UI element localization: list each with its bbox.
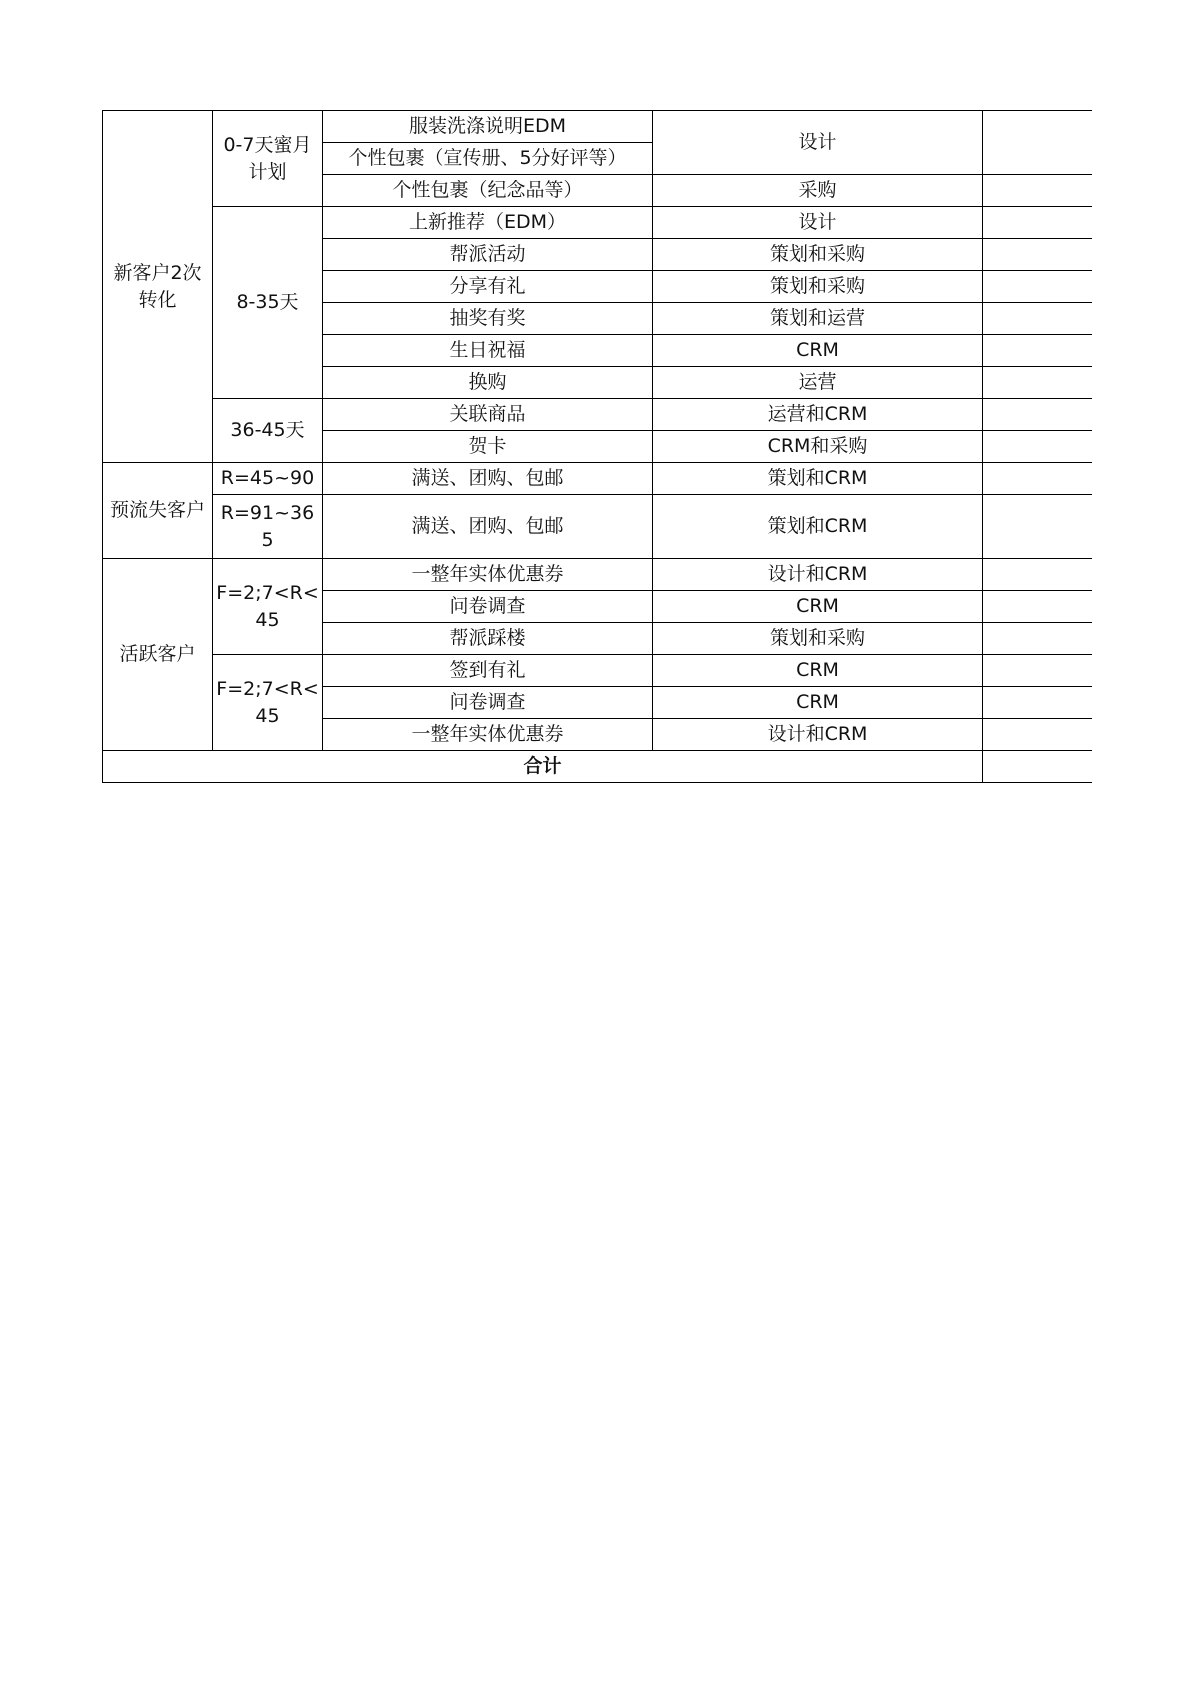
activity-cell: 一整年实体优惠券 (323, 559, 653, 591)
period-cell-r91-365: R=91~365 (213, 495, 323, 559)
amount-cell (983, 399, 1093, 431)
activity-cell: 上新推荐（EDM） (323, 207, 653, 239)
amount-cell (983, 719, 1093, 751)
period-cell-active-a: F=2;7<R<45 (213, 559, 323, 655)
amount-cell (983, 687, 1093, 719)
activity-cell: 一整年实体优惠券 (323, 719, 653, 751)
owner-cell: 运营和CRM (653, 399, 983, 431)
total-row (103, 751, 1093, 783)
amount-cell (983, 335, 1093, 367)
period-cell-8-35: 8-35天 (213, 207, 323, 399)
amount-cell (983, 303, 1093, 335)
owner-cell: 策划和运营 (653, 303, 983, 335)
activity-cell: 贺卡 (323, 431, 653, 463)
period-cell-active-b: F=2;7<R<45 (213, 655, 323, 751)
table-row (103, 463, 1093, 495)
amount-cell (983, 463, 1093, 495)
crm-plan-table (102, 110, 1092, 783)
activity-cell: 抽奖有奖 (323, 303, 653, 335)
total-label: 合计 (103, 751, 983, 783)
activity-cell: 满送、团购、包邮 (323, 495, 653, 559)
group-cell-pre-churn: 预流失客户 (103, 463, 213, 559)
activity-cell: 签到有礼 (323, 655, 653, 687)
activity-cell: 帮派踩楼 (323, 623, 653, 655)
period-cell-0-7: 0-7天蜜月计划 (213, 111, 323, 207)
amount-cell (983, 175, 1093, 207)
activity-cell: 帮派活动 (323, 239, 653, 271)
activity-cell: 个性包裹（纪念品等） (323, 175, 653, 207)
period-cell-36-45: 36-45天 (213, 399, 323, 463)
owner-cell: 策划和CRM (653, 463, 983, 495)
amount-cell (983, 431, 1093, 463)
activity-cell: 问卷调查 (323, 687, 653, 719)
activity-cell: 满送、团购、包邮 (323, 463, 653, 495)
activity-cell: 问卷调查 (323, 591, 653, 623)
table-row (103, 559, 1093, 591)
owner-cell: CRM和采购 (653, 431, 983, 463)
total-amount-cell (983, 751, 1093, 783)
table-row (103, 111, 1093, 143)
amount-cell (983, 367, 1093, 399)
activity-cell: 关联商品 (323, 399, 653, 431)
owner-cell: CRM (653, 591, 983, 623)
group-cell-active: 活跃客户 (103, 559, 213, 751)
activity-cell: 分享有礼 (323, 271, 653, 303)
activity-cell: 服装洗涤说明EDM (323, 111, 653, 143)
amount-cell (983, 655, 1093, 687)
owner-cell: 运营 (653, 367, 983, 399)
owner-cell: 策划和采购 (653, 239, 983, 271)
owner-cell: CRM (653, 335, 983, 367)
amount-cell (983, 623, 1093, 655)
amount-cell (983, 207, 1093, 239)
owner-cell: 设计 (653, 111, 983, 175)
owner-cell: 策划和采购 (653, 271, 983, 303)
owner-cell: CRM (653, 687, 983, 719)
activity-cell: 生日祝福 (323, 335, 653, 367)
period-cell-r45-90: R=45~90 (213, 463, 323, 495)
table-row (103, 207, 1093, 239)
owner-cell: 策划和CRM (653, 495, 983, 559)
activity-cell: 个性包裹（宣传册、5分好评等） (323, 143, 653, 175)
owner-cell: CRM (653, 655, 983, 687)
table-row (103, 495, 1093, 559)
owner-cell: 设计和CRM (653, 559, 983, 591)
amount-cell (983, 495, 1093, 559)
amount-cell (983, 559, 1093, 591)
amount-cell (983, 111, 1093, 175)
owner-cell: 设计和CRM (653, 719, 983, 751)
group-cell-new-customer: 新客户2次转化 (103, 111, 213, 463)
owner-cell: 设计 (653, 207, 983, 239)
amount-cell (983, 591, 1093, 623)
owner-cell: 策划和采购 (653, 623, 983, 655)
crm-plan-table-wrapper (102, 110, 1092, 783)
table-row (103, 655, 1093, 687)
owner-cell: 采购 (653, 175, 983, 207)
amount-cell (983, 271, 1093, 303)
table-row (103, 399, 1093, 431)
amount-cell (983, 239, 1093, 271)
activity-cell: 换购 (323, 367, 653, 399)
